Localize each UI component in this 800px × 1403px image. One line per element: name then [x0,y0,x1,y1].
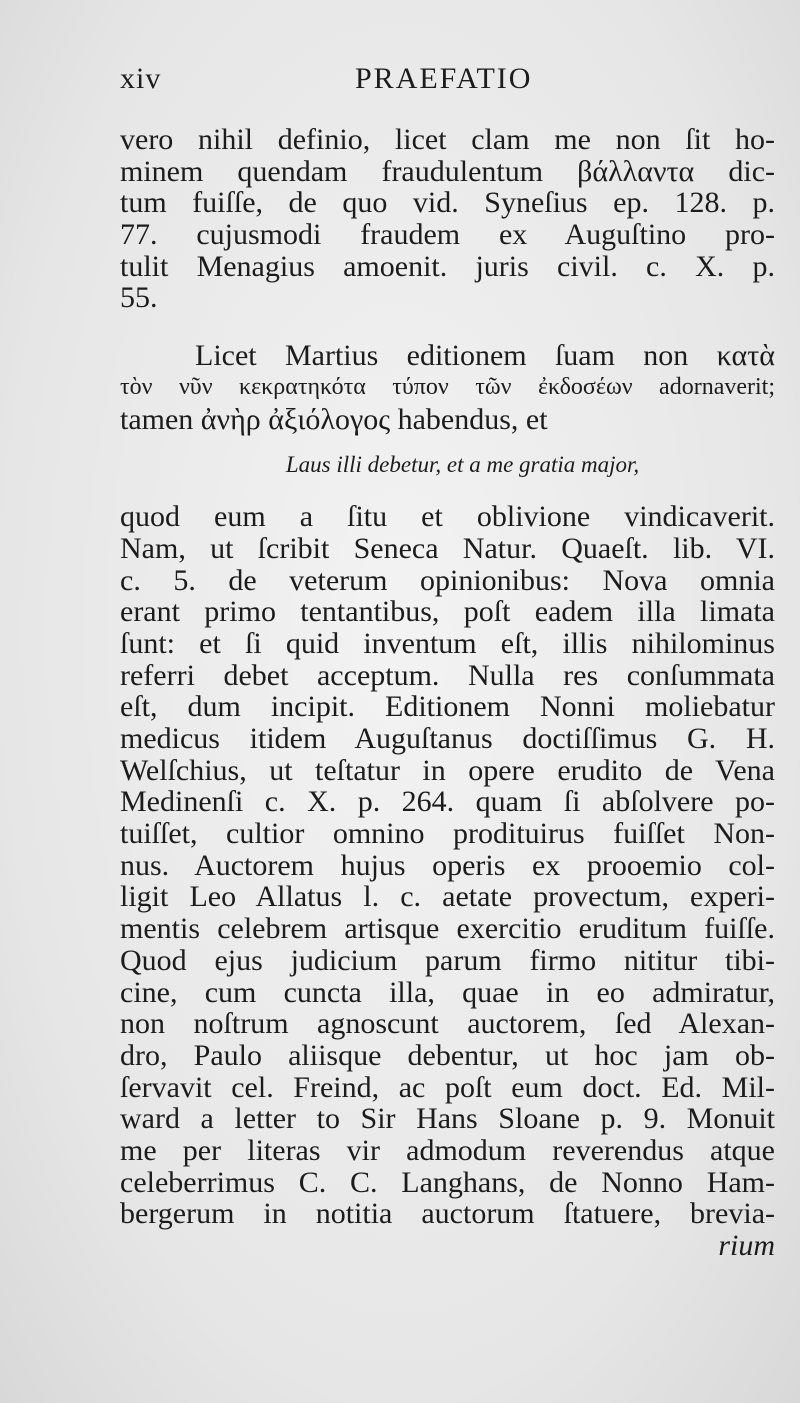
text-line: Licet Martius editionem ſuam non κατὰ [195,339,775,373]
text-line: eſt, dum incipit. Editionem Nonni moliebatur [120,690,775,724]
text-line: ſervavit cel. Freind, ac poſt eum doct. Ed. Mil- [120,1070,775,1104]
text-line: ward a letter to Sir Hans Sloane p. 9. Monuit [120,1102,775,1136]
text-line: Welſchius, ut teſtatur in opere erudito de Vena [120,753,775,787]
text-line: tum fuiſſe, de quo vid. Syneſius ep. 128. p. [120,186,775,220]
paragraph-gap [120,314,775,340]
text-line: Medinenſi c. X. p. 264. quam ſi abſolvere po- [120,785,775,819]
text-line: vero nihil definio, licet clam me non ſit ho- [120,123,775,156]
text-line: 55. [120,281,158,315]
text-line: ligit Leo Allatus l. c. aetate provectum, experi- [120,880,775,914]
text-line: minem quendam fraudulentum βάλλαντα dic- [120,154,775,188]
text-line: bergerum in notitia auctorum ſtatuere, brevia- [120,1197,775,1231]
text-line: erant primo tentantibus, poſt eadem illa limata [120,595,775,629]
text-line: me per literas vir admodum reverendus atque [120,1133,775,1167]
text-line: Quod ejus judicium parum firmo nititur tibi- [120,943,775,977]
text-line: celeberrimus C. C. Langhans, de Nonno Ham- [120,1165,775,1199]
text-line: tuiſſet, cultior omnino prodituirus fuiſſet Non- [120,817,775,851]
verse-quotation: Laus illi debetur, et a me gratia major, [285,452,640,478]
page-body [120,124,775,1262]
text-line: τὸν νῦν κεκρατηκότα τύπον τῶν ἐκδοσέων adornaverit; [120,373,775,400]
text-line: quod eum a ſitu et oblivione vindicaverit. [120,500,775,534]
text-line: cine, cum cuncta illa, quae in eo admiratur, [120,975,775,1009]
text-line: mentis celebrem artisque exercitio eruditum fuiſſe. [120,912,775,946]
text-line: ſunt: et ſi quid inventum eſt, illis nihilominus [120,626,775,660]
running-title: PRAEFATIO [355,62,533,95]
text-line: Nam, ut ſcribit Seneca Natur. Quaeſt. lib. VI. [120,531,775,565]
text-line: tamen ἀνὴρ ἀξιόλογος habendus, et [120,402,548,436]
catchword: rium [718,1229,775,1262]
text-line: 77. cujusmodi fraudem ex Auguſtino pro- [120,218,775,252]
page-header [120,62,770,102]
text-line: non noſtrum agnoscunt auctorem, ſed Alexan- [120,1007,775,1041]
page-number: xiv [120,62,162,95]
text-line: dro, Paulo aliisque debentur, ut hoc jam ob- [120,1038,775,1072]
text-line: c. 5. de veterum opinionibus: Nova omnia [120,563,775,597]
text-line: referri debet acceptum. Nulla res conſummata [120,658,775,692]
text-line: nus. Auctorem hujus operis ex prooemio col- [120,848,775,882]
text-line: medicus itidem Auguſtanus doctiſſimus G. H. [120,722,775,755]
text-line: tulit Menagius amoenit. juris civil. c. X. p. [120,249,775,283]
